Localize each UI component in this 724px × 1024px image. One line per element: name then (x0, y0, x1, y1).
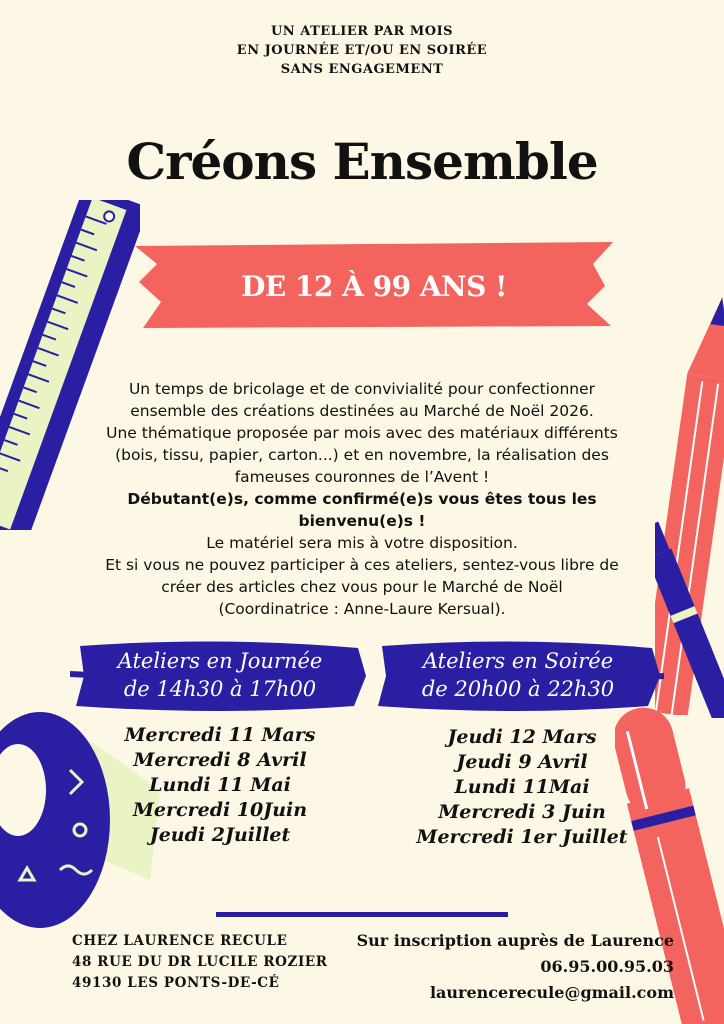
intro-line: (bois, tissu, papier, carton...) et en novembre, la réalisation des (115, 446, 609, 464)
intro-line: fameuses couronnes de l’Avent ! (234, 468, 490, 486)
address-line: CHEZ LAURENCE RECULE (72, 933, 288, 949)
day-heading (70, 647, 370, 703)
email-address: laurencerecule@gmail.com (429, 983, 674, 1002)
date-item: Mercredi 3 Juin (438, 801, 606, 823)
subheading-line-1: UN ATELIER PAR MOIS (270, 24, 454, 39)
evening-title: Ateliers en Soirée (422, 649, 614, 673)
date-item: Jeudi 2Juillet (149, 824, 291, 846)
subheading-line-2: EN JOURNÉE ET/OU EN SOIRÉE (236, 43, 488, 58)
date-item: Mercredi 1er Juillet (416, 826, 628, 848)
evening-hours: de 20h00 à 22h30 (421, 677, 615, 701)
date-item: Mercredi 8 Avril (133, 749, 307, 771)
date-item: Mercredi 10Juin (132, 799, 308, 821)
address-line: 49130 LES PONTS-DE-CÉ (72, 975, 280, 991)
intro-line: Et si vous ne pouvez participer à ces ateliers, sentez-vous libre de (105, 556, 619, 574)
date-item: Jeudi 9 Avril (456, 751, 588, 773)
marker-pen-icon (655, 488, 724, 718)
page-title: Créons Ensemble (126, 132, 598, 191)
phone-number: 06.95.00.95.03 (540, 957, 674, 976)
date-item: Jeudi 12 Mars (447, 726, 597, 748)
intro-paragraph (60, 378, 664, 620)
intro-bold-line: bienvenu(e)s ! (298, 512, 426, 530)
date-item: Lundi 11 Mai (149, 774, 291, 796)
evening-dates-list (410, 725, 634, 850)
intro-bold-line: Débutant(e)s, comme confirmé(e)s vous êtes tous les (127, 490, 597, 508)
evening-heading (372, 647, 664, 703)
day-title: Ateliers en Journée (117, 649, 323, 673)
day-hours: de 14h30 à 17h00 (123, 677, 317, 701)
intro-line: Un temps de bricolage et de convivialité pour confectionner (128, 380, 596, 398)
intro-line: Une thématique proposée par mois avec des matériaux différents (106, 424, 618, 442)
contact-block (357, 928, 674, 1006)
footer-divider (216, 912, 508, 917)
address-line: 48 RUE DU DR LUCILE ROZIER (72, 954, 328, 970)
intro-line: (Coordinatrice : Anne-Laure Kersual). (218, 600, 506, 618)
intro-line: créer des articles chez vous pour le Marché de Noël (161, 578, 563, 596)
age-banner-text: DE 12 À 99 ANS ! (241, 270, 507, 303)
date-item: Lundi 11Mai (454, 776, 590, 798)
subheading-line-3: SANS ENGAGEMENT (280, 62, 444, 77)
address-block (72, 931, 328, 994)
registration-text: Sur inscription auprès de Laurence (356, 931, 674, 950)
intro-line: Le matériel sera mis à votre disposition. (206, 534, 518, 552)
day-dates-list (120, 723, 320, 848)
date-item: Mercredi 11 Mars (124, 724, 316, 746)
subheading (0, 22, 724, 79)
intro-line: ensemble des créations destinées au Marché de Noël 2026. (130, 402, 594, 420)
